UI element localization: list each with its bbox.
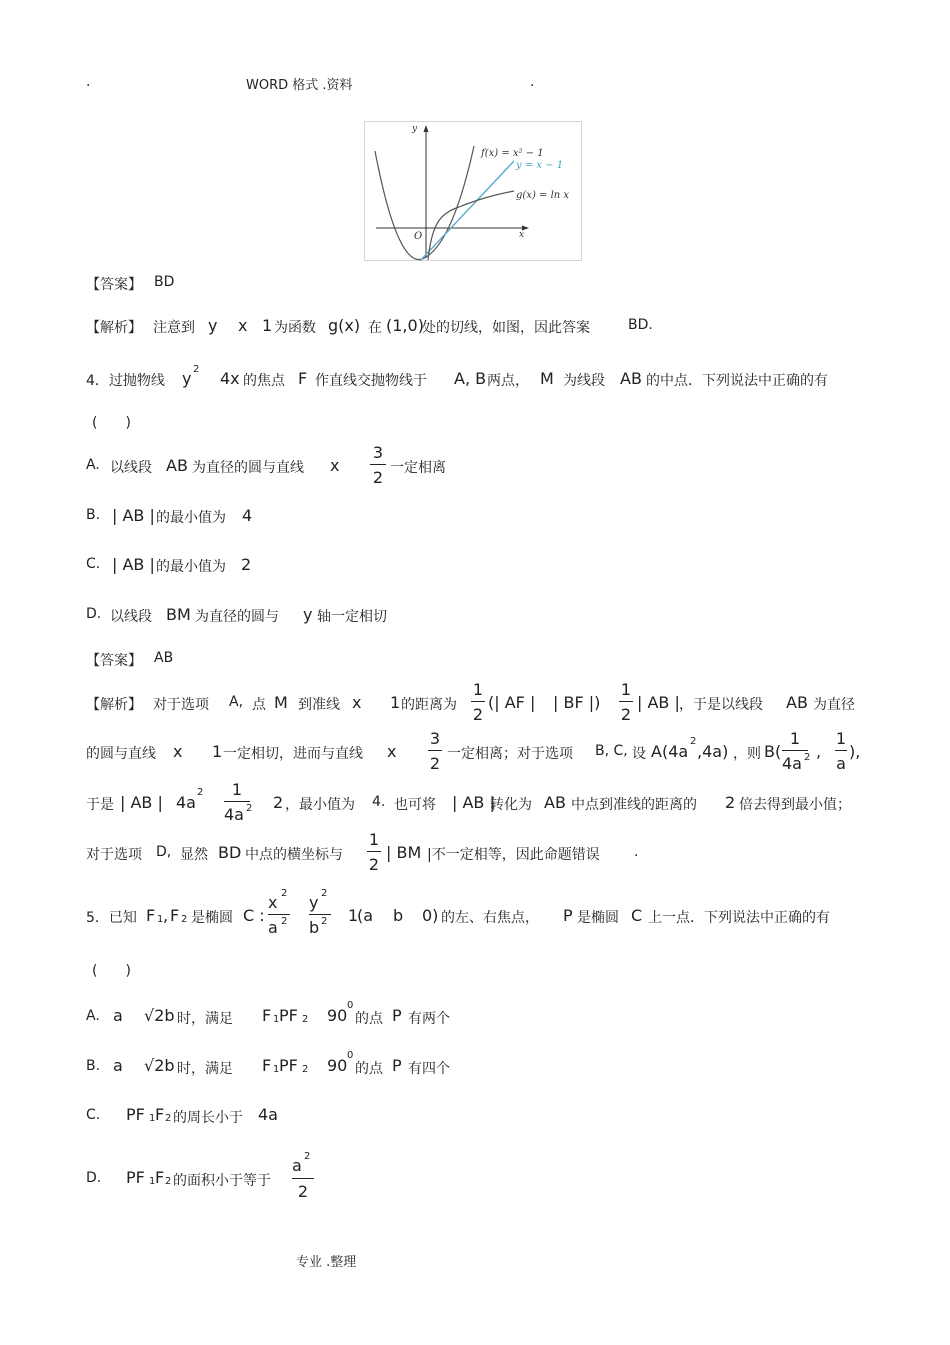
- q4-option-b-label: B.: [86, 507, 101, 523]
- q5-option-b-sub: 2: [302, 1064, 309, 1075]
- q5-option-c-math: 4a: [258, 1105, 278, 1124]
- q5-option-c-label: C.: [86, 1107, 101, 1123]
- q5-math: 0): [422, 906, 439, 925]
- q4-analysis-math: BD: [218, 843, 242, 862]
- q5-option-a-math: 90: [327, 1006, 348, 1025]
- q4-analysis-math: | AB |: [120, 793, 163, 812]
- footer-text: 专业 .整理: [296, 1255, 357, 1270]
- q5-option-b-text: 的点: [355, 1061, 383, 1077]
- q5-option-b-math: a: [113, 1056, 123, 1075]
- q4-math: M: [540, 369, 554, 388]
- q4-analysis-text: 对于选项: [153, 697, 209, 713]
- fraction-bar: [224, 801, 250, 802]
- q4-analysis-text: 为直径: [813, 697, 855, 713]
- q3-text: 为函数: [274, 320, 316, 336]
- q4-answer-tag: 【答案】: [86, 653, 142, 669]
- function-graph: [364, 121, 582, 261]
- q5-math: F: [170, 906, 180, 925]
- q3-text: 处的切线，如图，因此答案: [422, 320, 590, 336]
- fraction-numerator: 3: [372, 443, 384, 462]
- q5-sub: 2: [181, 914, 188, 925]
- q4-analysis-text: 中点的横坐标与: [245, 847, 343, 863]
- header-title: WORD 格式 .资料: [246, 78, 353, 93]
- fraction-numerator: 1: [620, 680, 632, 699]
- q4-analysis-text: |不一定相等，因此命题错误: [427, 847, 600, 863]
- q4-analysis-text: D,: [156, 844, 172, 860]
- q4-analysis-math: | BM: [386, 843, 422, 862]
- q5-option-d-math: PF: [126, 1168, 145, 1187]
- origin-label: O: [414, 231, 423, 242]
- y-axis-label: y: [412, 124, 418, 134]
- q3-answer: BD: [154, 274, 175, 290]
- q5-option-a-math: P: [392, 1006, 402, 1025]
- q4-analysis-math: x: [173, 742, 183, 761]
- q5-option-b-label: B.: [86, 1058, 101, 1074]
- fraction-denominator: 2: [620, 705, 632, 724]
- q4-analysis-math: AB: [544, 793, 566, 812]
- q4-option-d-math: y: [303, 605, 313, 624]
- q4-sup: 2: [193, 364, 200, 375]
- q4-analysis-text: 的距离为: [401, 697, 457, 713]
- q3-analysis-tag: 【解析】: [86, 320, 142, 336]
- q5-option-a-sub: 1: [273, 1014, 280, 1025]
- q4-analysis-math: x: [352, 693, 362, 712]
- q5-option-a-math: F: [262, 1006, 272, 1025]
- q5-math: (a: [357, 906, 374, 925]
- q5-option-d-text: 的面积小于等于: [173, 1173, 271, 1189]
- q5-option-d-sup: 2: [304, 1151, 311, 1162]
- g-label: g(x) = ln x: [516, 190, 570, 201]
- q5-option-c-math: PF: [126, 1105, 145, 1124]
- q4-math: A, B: [454, 369, 487, 388]
- q4-text: 为线段: [563, 373, 605, 389]
- q5-option-c-sub: 2: [165, 1113, 172, 1124]
- x-axis-label: x: [519, 230, 525, 240]
- q4-analysis-text: 点: [252, 697, 266, 713]
- q4-analysis-math: 1: [390, 693, 401, 712]
- q4-option-a-math: x: [330, 456, 340, 475]
- q5-text: 的左、右焦点，: [441, 910, 539, 926]
- q4-paren: ( ): [92, 415, 131, 431]
- q5-option-a-text: 的点: [355, 1011, 383, 1027]
- q4-option-c-label: C.: [86, 556, 101, 572]
- fraction-denominator: 2: [472, 705, 484, 724]
- q4-option-c-text: 的最小值为: [156, 559, 226, 575]
- fraction-numerator: 1: [835, 729, 847, 748]
- q4-analysis-math: B(: [764, 742, 782, 761]
- q4-answer: AB: [154, 650, 174, 666]
- q4-analysis-text: 显然: [180, 847, 208, 863]
- fraction-bar: [619, 701, 633, 702]
- fraction-bar: [292, 1178, 314, 1179]
- q4-option-c-math: 2: [241, 555, 252, 574]
- q5-option-a-text: 有两个: [408, 1011, 450, 1027]
- q4-analysis-text: ，于是以线段: [679, 697, 763, 713]
- q4-option-d-math: BM: [166, 605, 191, 624]
- fraction-denominator: 2: [297, 1182, 309, 1201]
- q5-math: C: [631, 906, 643, 925]
- q4-analysis-math: 1: [212, 742, 223, 761]
- q4-text: 的中点．下列说法中正确的有: [646, 373, 828, 389]
- q5-option-a-math: PF: [279, 1006, 298, 1025]
- q3-text: BD.: [628, 317, 653, 333]
- fraction-numerator: 1: [368, 830, 380, 849]
- fraction-numerator: 1: [789, 729, 801, 748]
- fraction-numerator: y: [309, 893, 319, 912]
- q4-option-d-text: 为直径的圆与: [195, 609, 279, 625]
- f-label: f(x) = x² − 1: [481, 148, 544, 159]
- q3-math: g(x): [328, 316, 361, 335]
- q4-analysis-math: M: [274, 693, 288, 712]
- q5-option-b-math: F: [262, 1056, 272, 1075]
- q4-option-b-text: 的最小值为: [156, 510, 226, 526]
- q3-math: 1: [262, 316, 273, 335]
- q4-math: 4x: [220, 369, 240, 388]
- q4-analysis-text: 到准线: [298, 697, 340, 713]
- q4-analysis-text: 一定相离；对于选项: [447, 746, 573, 762]
- q4-analysis-text: 一定相切，进而与直线: [223, 746, 363, 762]
- q5-text: 是椭圆: [577, 910, 619, 926]
- q4-analysis-text: 对于选项: [86, 847, 142, 863]
- fraction-bar: [367, 851, 381, 852]
- q5-option-a-text: 时，满足: [177, 1011, 233, 1027]
- q5-math: F: [146, 906, 156, 925]
- fraction-denominator: 2: [372, 468, 384, 487]
- q5-option-b-sub: 1: [273, 1064, 280, 1075]
- fraction-bar: [471, 701, 485, 702]
- fraction-denominator: 2: [368, 855, 380, 874]
- q3-math: (1,0): [386, 316, 424, 335]
- header-left-dot: .: [86, 74, 91, 90]
- q4-text: 的焦点: [243, 373, 285, 389]
- q5-option-a-math: √2b: [144, 1006, 175, 1025]
- q3-math: x: [238, 316, 248, 335]
- q5-option-a-math: a: [113, 1006, 123, 1025]
- q5-sup: 2: [281, 916, 288, 927]
- q4-option-a-text: 以线段: [110, 460, 152, 476]
- fraction-bar: [370, 464, 386, 465]
- q4-analysis-math: AB: [786, 693, 808, 712]
- q4-text: 作直线交抛物线于: [315, 373, 427, 389]
- q4-option-a-text: 为直径的圆与直线: [192, 460, 304, 476]
- fraction-numerator: 1: [231, 780, 243, 799]
- q4-analysis-text: ，最小值为: [285, 797, 355, 813]
- q4-analysis-sup: 2: [246, 803, 253, 814]
- q5-option-b-math: 90: [327, 1056, 348, 1075]
- q3-text: 在: [368, 320, 382, 336]
- q4-option-b-math: 4: [242, 506, 253, 525]
- q4-option-d-text: 轴一定相切: [317, 609, 387, 625]
- q4-option-a-math: AB: [166, 456, 188, 475]
- q5-option-d-math: F: [155, 1168, 165, 1187]
- q3-answer-tag: 【答案】: [86, 277, 142, 293]
- q5-option-a-sup: 0: [347, 1000, 354, 1011]
- q4-analysis-math: ),: [849, 742, 861, 761]
- q4-option-d-label: D.: [86, 606, 102, 622]
- q4-analysis-math: | AB |: [452, 793, 495, 812]
- q5-number: 5．已知: [86, 910, 137, 926]
- fraction-denominator: a: [836, 754, 846, 773]
- q4-analysis-math: | BF |): [553, 693, 601, 712]
- q4-number: 4．过抛物线: [86, 373, 165, 389]
- q5-option-b-math: P: [392, 1056, 402, 1075]
- q4-analysis-text: 也可将: [394, 797, 436, 813]
- q5-sup: 2: [281, 888, 288, 899]
- fraction-bar: [782, 750, 808, 751]
- q5-math: 1: [348, 906, 359, 925]
- q5-sup: 2: [321, 916, 328, 927]
- q5-option-b-math: √2b: [144, 1056, 175, 1075]
- q4-math: y: [182, 369, 192, 388]
- fraction-numerator: x: [268, 893, 278, 912]
- q4-analysis-sup: 2: [690, 736, 697, 747]
- q5-option-d-label: D.: [86, 1170, 102, 1186]
- fraction-numerator: 1: [472, 680, 484, 699]
- q4-option-b-math: | AB |: [112, 506, 155, 525]
- q4-analysis-sup: 2: [197, 787, 204, 798]
- q4-analysis-text: 4.: [372, 794, 386, 810]
- header-right-dot: .: [530, 74, 535, 90]
- q5-math: P: [563, 906, 573, 925]
- q4-option-a-label: A.: [86, 457, 100, 473]
- q4-analysis-math: 2: [725, 793, 736, 812]
- q4-analysis-math: ,: [816, 742, 822, 761]
- q4-math: F: [298, 369, 308, 388]
- fraction-numerator: 3: [429, 729, 441, 748]
- q5-option-b-text: 有四个: [408, 1061, 450, 1077]
- q5-sup: 2: [321, 888, 328, 899]
- q5-option-d-sub: 1: [149, 1176, 156, 1187]
- fraction-denominator: a: [268, 918, 278, 937]
- q4-math: AB: [620, 369, 642, 388]
- fraction-denominator: 4a: [782, 754, 802, 773]
- q5-option-c-sub: 1: [149, 1113, 156, 1124]
- fraction-bar: [309, 914, 331, 915]
- q4-analysis-text: ，则: [733, 746, 761, 762]
- q5-text: 上一点．下列说法中正确的有: [648, 910, 830, 926]
- q3-math: y: [208, 316, 218, 335]
- q5-option-c-text: 的周长小于: [173, 1110, 243, 1126]
- q4-analysis-text: 倍去得到最小值；: [739, 797, 851, 813]
- q5-option-b-math: PF: [279, 1056, 298, 1075]
- fraction-bar: [428, 750, 442, 751]
- q5-math: C :: [243, 906, 265, 925]
- q4-option-d-text: 以线段: [110, 609, 152, 625]
- q5-option-b-sup: 0: [347, 1050, 354, 1061]
- tangent-label: y = x − 1: [516, 160, 564, 171]
- q4-analysis-math: x: [387, 742, 397, 761]
- q4-analysis-text: 转化为: [490, 797, 532, 813]
- q5-paren: ( ): [92, 963, 131, 979]
- q4-analysis-text: 设: [632, 746, 646, 762]
- q4-analysis-sup: 2: [804, 752, 811, 763]
- q5-math: b: [393, 906, 404, 925]
- q5-math: ,: [163, 906, 169, 925]
- q5-option-a-label: A.: [86, 1008, 100, 1024]
- q4-analysis-math: 4a: [176, 793, 196, 812]
- q4-analysis-tag: 【解析】: [86, 697, 142, 713]
- q4-analysis-text: 中点到准线的距离的: [571, 797, 697, 813]
- q4-analysis-text: B, C,: [595, 743, 628, 759]
- q4-analysis-text: .: [634, 844, 639, 860]
- q4-analysis-text: 于是: [86, 797, 114, 813]
- q4-analysis-math: 2: [273, 793, 284, 812]
- q4-text: 两点，: [487, 373, 529, 389]
- fraction-bar: [268, 914, 290, 915]
- q4-option-c-math: | AB |: [112, 555, 155, 574]
- fraction-numerator: a: [292, 1156, 302, 1175]
- q5-option-a-sub: 2: [302, 1014, 309, 1025]
- fraction-denominator: b: [309, 918, 320, 937]
- q4-analysis-math: A(4a: [651, 742, 689, 761]
- q5-option-b-text: 时，满足: [177, 1061, 233, 1077]
- q5-option-d-sub: 2: [165, 1176, 172, 1187]
- q5-text: 是椭圆: [191, 910, 233, 926]
- q4-analysis-text: 的圆与直线: [86, 746, 156, 762]
- q4-analysis-text: A,: [229, 694, 244, 710]
- q4-option-a-text: 一定相离: [390, 460, 446, 476]
- q4-analysis-math: (| AF |: [488, 693, 536, 712]
- fraction-denominator: 2: [429, 754, 441, 773]
- q4-analysis-math: ,4a): [697, 742, 729, 761]
- q5-option-c-math: F: [155, 1105, 165, 1124]
- fraction-denominator: 4a: [224, 805, 244, 824]
- q4-analysis-math: | AB |: [637, 693, 680, 712]
- q3-text: 注意到: [153, 320, 195, 336]
- q5-sub: 1: [157, 914, 164, 925]
- fraction-bar: [835, 750, 847, 751]
